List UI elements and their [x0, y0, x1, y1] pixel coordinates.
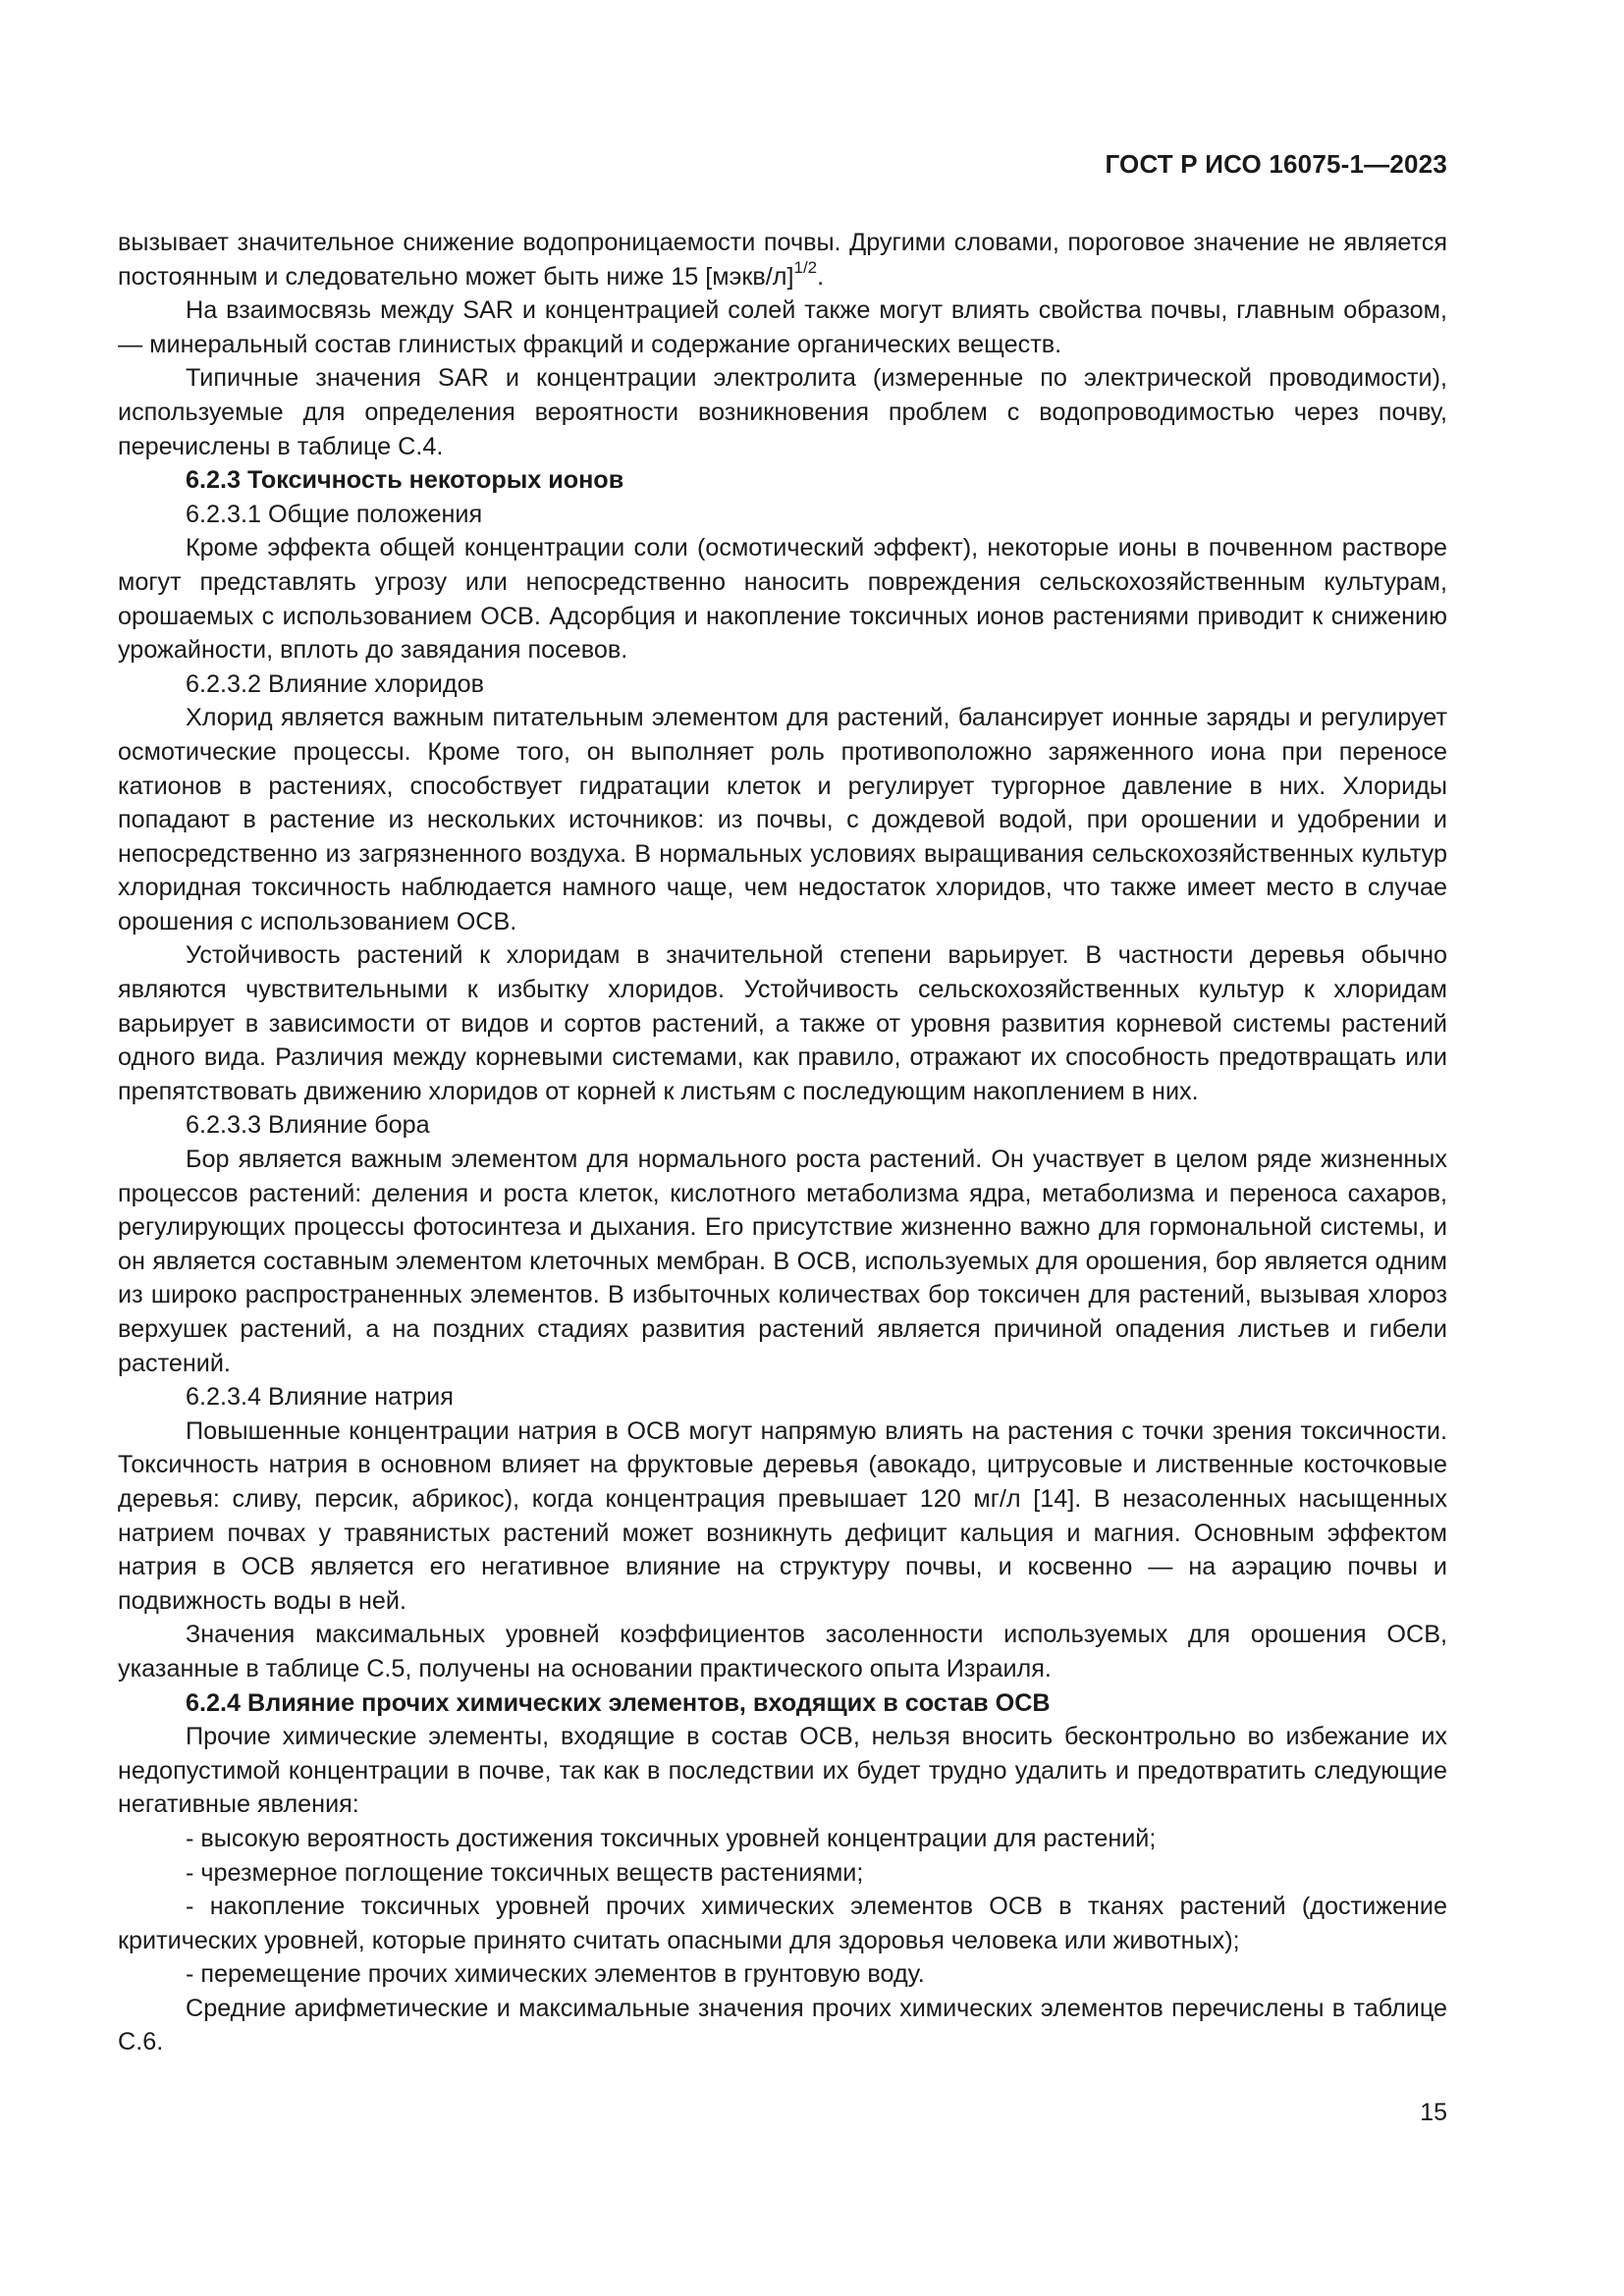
- paragraph: На взаимосвязь между SAR и концентрацией солей также могут влиять свойства почвы, главным образом, — минеральный состав глинистых фракций и содержание органических веществ.: [118, 296, 1447, 358]
- paragraph: Хлорид является важным питательным элементом для растений, балансирует ионные заряды и регулирует осмотические процессы. Кроме того, он выполняет роль противоположно заряженного иона при переносе катионов в растениях, способствует гидратации клеток и регулирует тургорное давление в них. Хлориды попадают в растение из нескольких источников: из почвы, с дождевой водой, при орошении и удобрении и непосредственно из загрязненного воздуха. В нормальных условиях выращивания сельскохозяйственных культур хлоридная токсичность наблюдается намного чаще, чем недостаток хлоридов, что также имеет место в случае орошения с использованием ОСВ.: [118, 704, 1447, 935]
- document-header: ГОСТ Р ИСО 16075-1—2023: [1105, 149, 1447, 179]
- list-item: - высокую вероятность достижения токсичных уровней концентрации для растений;: [186, 1824, 1157, 1852]
- subsection-heading: 6.2.3.4 Влияние натрия: [186, 1383, 454, 1412]
- paragraph: Бор является важным элементом для нормального роста растений. Он участвует в целом ряде жизненных процессов растений: деления и роста клеток, кислотного метаболизма ядра, метаболизма и переноса сахаров, регулирующих процессы фотосинтеза и дыхания. Его присутствие жизненно важно для гормональной системы, и он является составным элементом клеточных мембран. В ОСВ, используемых для орошения, бор является одним из широко распространенных элементов. В избыточных количествах бор токсичен для растений, вызывая хлороз верхушек растений, а на поздних стадиях развития растений является причиной опадения листьев и гибели растений.: [118, 1146, 1447, 1377]
- paragraph-text: вызывает значительное снижение водопроницаемости почвы. Другими словами, пороговое значение не является постоянным и следовательно может быть ниже 15 [мэкв/л]: [118, 229, 1447, 291]
- subsection-heading: 6.2.3.1 Общие положения: [186, 500, 483, 528]
- section-heading: 6.2.3 Токсичность некоторых ионов: [186, 466, 624, 495]
- paragraph: Устойчивость растений к хлоридам в значительной степени варьирует. В частности деревья обычно являются чувствительными к избытку хлоридов. Устойчивость сельскохозяйственных культур к хлоридам варьирует в зависимости от видов и сортов растений, а также от уровня развития корневой системы растений одного вида. Различия между корневыми системами, как правило, отражают их способность предотвращать или препятствовать движению хлоридов от корней к листьям с последующим накоплением в них.: [118, 941, 1447, 1105]
- list-item: - накопление токсичных уровней прочих химических элементов ОСВ в тканях растений (достижение критических уровней, которые принято считать опасными для здоровья человека или животных);: [118, 1893, 1447, 1954]
- paragraph: Повышенные концентрации натрия в ОСВ могут напрямую влиять на растения с точки зрения токсичности. Токсичность натрия в основном влияет на фруктовые деревья (авокадо, цитрусовые и лиственные косточковые деревья: сливу, персик, абрикос), когда концентрация превышает 120 мг/л [14]. В незасоленных насыщенных натрием почвах у травянистых растений может возникнуть дефицит кальция и магния. Основным эффектом натрия в ОСВ является его негативное влияние на структуру почвы, и косвенно — на аэрацию почвы и подвижность воды в ней.: [118, 1416, 1447, 1615]
- list-item: - перемещение прочих химических элементов в грунтовую воду.: [186, 1960, 925, 1989]
- paragraph: Средние арифметические и максимальные значения прочих химических элементов перечислены в таблице С.6.: [118, 1994, 1447, 2056]
- section-heading: 6.2.4 Влияние прочих химических элементов, входящих в состав ОСВ: [186, 1688, 1051, 1717]
- subsection-heading: 6.2.3.3 Влияние бора: [186, 1111, 430, 1140]
- paragraph: Прочие химические элементы, входящие в состав ОСВ, нельзя вносить бесконтрольно во избежание их недопустимой концентрации в почве, так как в последствии их будет трудно удалить и предотвратить следующие негативные явления:: [118, 1723, 1447, 1819]
- paragraph: Типичные значения SAR и концентрации электролита (измеренные по электрической проводимости), используемые для определения вероятности возникновения проблем с водопроводимостью через почву, перечислены в таблице С.4.: [118, 364, 1447, 460]
- document-body: [118, 226, 1447, 2059]
- superscript: 1/2: [793, 258, 818, 278]
- paragraph: Кроме эффекта общей концентрации соли (осмотический эффект), некоторые ионы в почвенном растворе могут представлять угрозу или непосредственно наносить повреждения сельскохозяйственным культурам, орошаемых с использованием ОСВ. Адсорбция и накопление токсичных ионов растениями приводит к снижению урожайности, вплоть до завядания посевов.: [118, 534, 1447, 665]
- list-item: - чрезмерное поглощение токсичных веществ растениями;: [186, 1858, 864, 1887]
- paragraph: Значения максимальных уровней коэффициентов засоленности используемых для орошения ОСВ, указанные в таблице С.5, получены на основании практического опыта Израиля.: [118, 1621, 1447, 1682]
- paragraph-end: .: [817, 262, 825, 291]
- subsection-heading: 6.2.3.2 Влияние хлоридов: [186, 669, 484, 698]
- paragraph: [118, 226, 1447, 294]
- page-number: 15: [1420, 2099, 1447, 2126]
